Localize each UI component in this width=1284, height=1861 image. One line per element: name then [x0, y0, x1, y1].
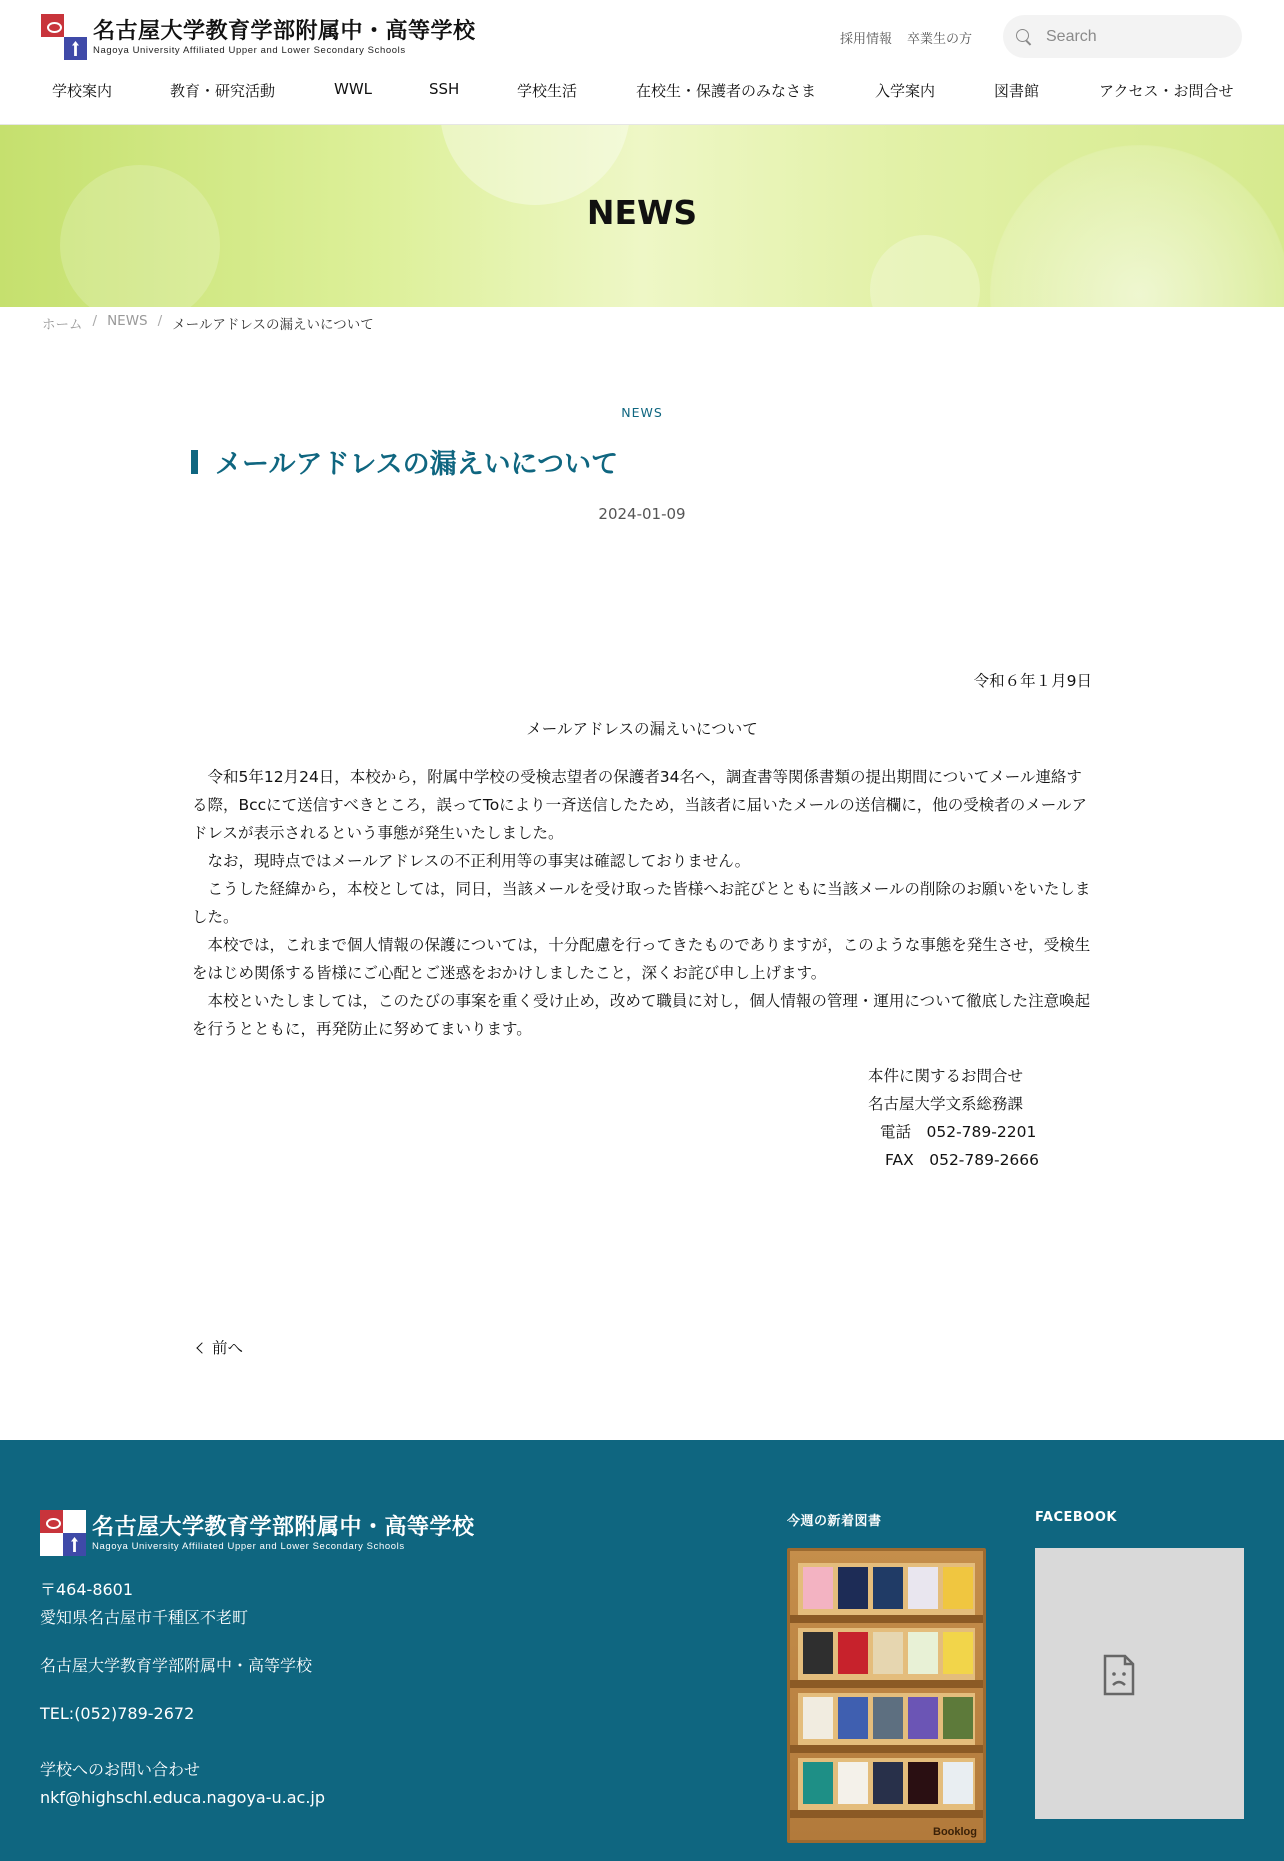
- title-accent-bar: [191, 450, 198, 474]
- breadcrumb-news[interactable]: NEWS: [107, 313, 148, 329]
- global-nav: [0, 80, 1284, 107]
- book-cover[interactable]: [838, 1567, 868, 1609]
- book-cover[interactable]: [908, 1762, 938, 1804]
- body-paragraph: 本校では，これまで個人情報の保護については，十分配慮を行ってきたものでありますが，このような事態を発生させ，受検生をはじめ関係する皆様にご心配とご迷惑をおかけしましたこと，深くお詫び申し上げます。: [192, 936, 1091, 982]
- footer-logo-title: 名古屋大学教育学部附属中・高等学校: [92, 1514, 475, 1540]
- nav-item-wwl[interactable]: WWL: [334, 80, 373, 98]
- book-cover[interactable]: [838, 1697, 868, 1739]
- book-cover[interactable]: [943, 1632, 973, 1674]
- logo-title: 名古屋大学教育学部附属中・高等学校: [93, 18, 476, 44]
- booklog-bookshelf-widget[interactable]: [787, 1548, 986, 1843]
- footer-email-link[interactable]: nkf@highschl.educa.nagoya-u.ac.jp: [40, 1788, 326, 1807]
- book-cover[interactable]: [873, 1762, 903, 1804]
- notice-date: 令和６年１月9日: [973, 672, 1092, 690]
- breadcrumb-separator: /: [157, 313, 163, 329]
- article-body: [192, 763, 1092, 1043]
- footer-street: 愛知県名古屋市千種区不老町: [40, 1608, 249, 1627]
- chevron-left-icon: [196, 1342, 207, 1353]
- hero-title: NEWS: [586, 193, 698, 232]
- school-emblem-icon: [41, 14, 87, 60]
- body-paragraph: 本校といたしましては，このたびの事案を重く受け止め，改めて職員に対し，個人情報の管理・運用について徹底した注意喚起を行うとともに，再発防止に努めてまいります。: [192, 992, 1091, 1038]
- book-cover[interactable]: [943, 1762, 973, 1804]
- books-heading: 今週の新着図書: [787, 1514, 882, 1529]
- footer-tel: TEL:(052)789-2672: [40, 1704, 195, 1723]
- contact-fax: FAX 052-789-2666: [885, 1151, 1040, 1169]
- book-cover[interactable]: [908, 1567, 938, 1609]
- book-cover[interactable]: [943, 1697, 973, 1739]
- nav-item-admissions[interactable]: 入学案内: [875, 82, 936, 100]
- footer-school-name: 名古屋大学教育学部附属中・高等学校: [40, 1656, 313, 1675]
- book-cover[interactable]: [873, 1632, 903, 1674]
- site-logo[interactable]: [41, 14, 476, 60]
- book-cover[interactable]: [908, 1632, 938, 1674]
- article-title: メールアドレスの漏えいについて: [215, 449, 619, 480]
- breadcrumb-current: メールアドレスの漏えいについて: [172, 317, 374, 333]
- book-cover[interactable]: [803, 1632, 833, 1674]
- logo-subtitle: Nagoya University Affiliated Upper and Lower Secondary Schools: [93, 44, 406, 56]
- body-paragraph: こうした経緯から，本校としては，同日，当該メールを受け取った皆様へお詫びとともに当該メールの削除のお願いをいたしました。: [192, 880, 1091, 926]
- book-cover[interactable]: [873, 1567, 903, 1609]
- nav-item-school-life[interactable]: 学校生活: [517, 82, 578, 100]
- nav-item-school-guide[interactable]: 学校案内: [52, 82, 113, 100]
- nav-item-students-parents[interactable]: 在校生・保護者のみなさま: [636, 82, 817, 100]
- book-cover[interactable]: [873, 1697, 903, 1739]
- footer-inquiry: [40, 1756, 325, 1812]
- contact-heading: 本件に関するお問合せ: [868, 1067, 1024, 1085]
- book-cover[interactable]: [803, 1697, 833, 1739]
- nav-item-library[interactable]: 図書館: [994, 82, 1040, 100]
- site-header: [0, 0, 1284, 125]
- contact-block: [868, 1062, 1040, 1174]
- contact-department: 名古屋大学文系総務課: [868, 1095, 1024, 1113]
- booklog-brand: Booklog: [933, 1826, 977, 1838]
- search-box: [1003, 15, 1242, 58]
- book-cover[interactable]: [803, 1567, 833, 1609]
- nav-item-ssh[interactable]: SSH: [429, 80, 460, 98]
- book-cover[interactable]: [838, 1762, 868, 1804]
- utility-links: [840, 28, 972, 47]
- body-paragraph: なお，現時点ではメールアドレスの不正利用等の事実は確認しておりません。: [207, 852, 751, 870]
- prev-label: 前へ: [212, 1339, 244, 1357]
- broken-file-icon: [1103, 1654, 1135, 1696]
- footer-postal: 〒464-8601: [40, 1580, 134, 1599]
- page-hero: [0, 125, 1284, 307]
- footer-logo-subtitle: Nagoya University Affiliated Upper and Lower Secondary Schools: [92, 1540, 405, 1552]
- nav-item-access-contact[interactable]: アクセス・お問合せ: [1099, 82, 1234, 100]
- facebook-heading: FACEBOOK: [1035, 1510, 1117, 1525]
- breadcrumb-home[interactable]: ホーム: [42, 317, 83, 333]
- notice-subject: メールアドレスの漏えいについて: [526, 720, 758, 738]
- alumni-link[interactable]: 卒業生の方: [907, 32, 973, 47]
- article-category: NEWS: [621, 405, 663, 420]
- body-paragraph: 令和5年12月24日，本校から，附属中学校の受検志望者の保護者34名へ，調査書等関係書類の提出期間についてメール連絡する際，Bccにて送信すべきところ，誤ってToにより一斉送信したため，当該者に届いたメールの送信欄に，他の受検者のメールアドレスが表示されるという事態が発生いたしました。: [192, 768, 1087, 842]
- school-emblem-icon: [40, 1510, 86, 1556]
- book-cover[interactable]: [803, 1762, 833, 1804]
- search-input[interactable]: [1046, 28, 1226, 46]
- book-cover[interactable]: [943, 1567, 973, 1609]
- search-icon[interactable]: [1015, 28, 1033, 46]
- site-footer: [0, 1440, 1284, 1861]
- footer-logo[interactable]: [40, 1510, 475, 1556]
- recruit-link[interactable]: 採用情報: [840, 32, 893, 47]
- contact-tel: 電話 052-789-2201: [880, 1123, 1037, 1141]
- nav-item-education-research[interactable]: 教育・研究活動: [170, 82, 276, 100]
- book-cover[interactable]: [908, 1697, 938, 1739]
- breadcrumb: [42, 313, 374, 333]
- footer-inquiry-label: 学校へのお問い合わせ: [40, 1760, 201, 1779]
- breadcrumb-separator: /: [92, 313, 98, 329]
- facebook-embed-placeholder: [1035, 1548, 1244, 1819]
- book-cover[interactable]: [838, 1632, 868, 1674]
- article-date: 2024-01-09: [598, 505, 686, 523]
- footer-address: [40, 1576, 248, 1632]
- prev-post-link[interactable]: [198, 1336, 243, 1358]
